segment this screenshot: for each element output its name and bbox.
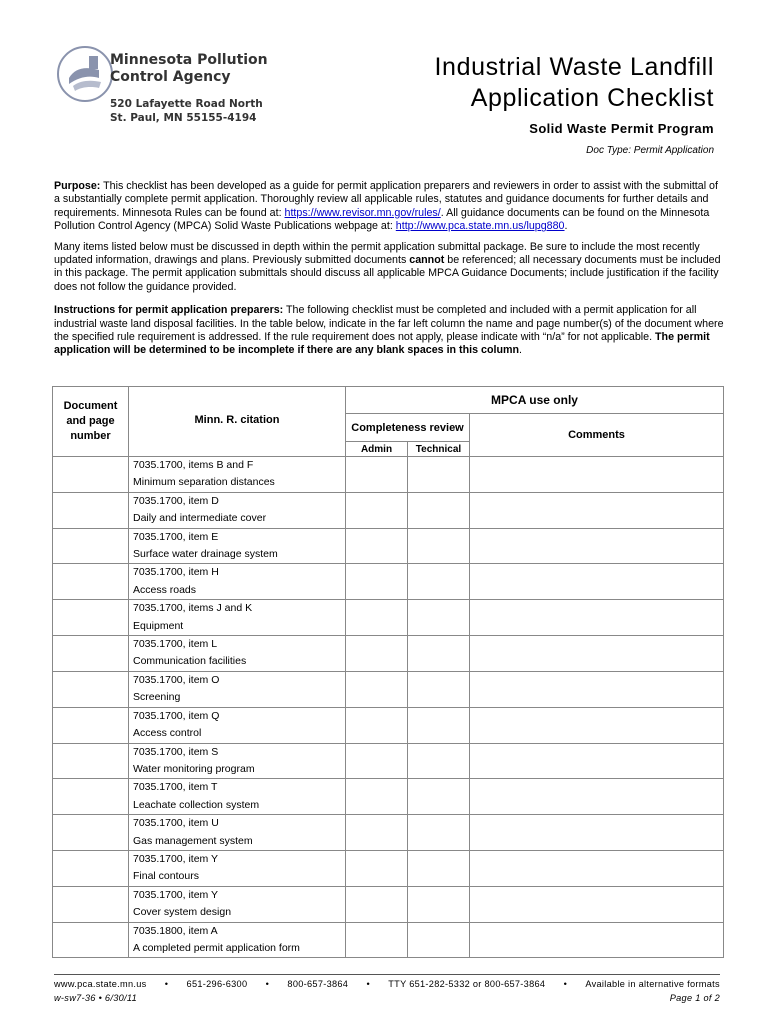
table-row <box>53 779 724 815</box>
comments-cell[interactable] <box>470 922 724 958</box>
admin-cell[interactable] <box>346 886 408 922</box>
table-row <box>53 815 724 851</box>
technical-cell[interactable] <box>408 492 470 528</box>
comments-cell[interactable] <box>470 886 724 922</box>
publications-link[interactable]: http://www.pca.state.mn.us/lupg880 <box>395 220 565 233</box>
address-line1: 520 Lafayette Road North <box>110 98 263 110</box>
footer-page-number: Page 1 of 2 <box>669 993 720 1003</box>
instructions-paragraph <box>54 304 726 358</box>
table-row <box>53 492 724 528</box>
document-page-cell[interactable] <box>53 707 129 743</box>
admin-header: Admin <box>346 442 408 457</box>
citation-text: 7035.1700, item Y <box>133 852 219 865</box>
revisor-link[interactable]: https://www.revisor.mn.gov/rules/ <box>284 206 441 219</box>
page-footer <box>54 974 720 1003</box>
citation-text: 7035.1700, item Y <box>133 888 219 901</box>
table-row <box>53 457 724 493</box>
citation-cell <box>129 671 346 707</box>
document-page-cell[interactable] <box>53 886 129 922</box>
admin-cell[interactable] <box>346 457 408 493</box>
comments-cell[interactable] <box>470 707 724 743</box>
footer-tty: TTY 651-282-5332 or 800-657-3864 <box>388 979 546 989</box>
document-page-cell[interactable] <box>53 636 129 672</box>
citation-description: Equipment <box>133 619 184 632</box>
citation-text: 7035.1700, item Q <box>133 709 220 722</box>
comments-cell[interactable] <box>470 492 724 528</box>
para2-text2: be referenced; all necessary documents must be included in this package. The permit application submittals should discuss all applicable MPCA Guidance Documents; include justification if the facility does not follow the guidance provided. <box>54 254 721 293</box>
citation-description: Final contours <box>133 870 199 883</box>
citation-cell <box>129 564 346 600</box>
document-page-cell[interactable] <box>53 850 129 886</box>
citation-text: 7035.1700, item T <box>133 781 218 794</box>
citation-cell <box>129 850 346 886</box>
citation-text: 7035.1700, item O <box>133 673 220 686</box>
citation-description: Access control <box>133 727 202 740</box>
citation-cell <box>129 707 346 743</box>
technical-cell[interactable] <box>408 671 470 707</box>
col-document-header: Document and page number <box>53 387 129 457</box>
admin-cell[interactable] <box>346 743 408 779</box>
comments-cell[interactable] <box>470 564 724 600</box>
doc-type: Doc Type: Permit Application <box>586 145 714 156</box>
table-row <box>53 671 724 707</box>
comments-cell[interactable] <box>470 528 724 564</box>
admin-cell[interactable] <box>346 564 408 600</box>
comments-cell[interactable] <box>470 743 724 779</box>
purpose-text1: This checklist has been developed as a guide for permit application preparers and reviewers in order to assist with the submittal of a substantially complete permit application. Thoroughly review all applicable rules, statutes and guidance documents for further details and requirements. Minnesota Rules can be found at: <box>54 180 718 219</box>
citation-cell <box>129 922 346 958</box>
citation-text: 7035.1700, item E <box>133 530 219 543</box>
citation-description: Leachate collection system <box>133 798 260 811</box>
agency-name-line1: Minnesota Pollution <box>110 52 268 68</box>
citation-text: 7035.1700, item H <box>133 566 219 579</box>
citation-cell <box>129 636 346 672</box>
technical-cell[interactable] <box>408 564 470 600</box>
technical-header: Technical <box>408 442 470 457</box>
purpose-label: Purpose: <box>54 180 101 192</box>
footer-doc-id: w-sw7-36 • 6/30/11 <box>54 993 138 1003</box>
citation-text: 7035.1700, item U <box>133 817 219 830</box>
technical-cell[interactable] <box>408 815 470 851</box>
footer-phone1: 651-296-6300 <box>186 979 248 989</box>
admin-cell[interactable] <box>346 636 408 672</box>
citation-description: Daily and intermediate cover <box>133 512 267 525</box>
citation-cell <box>129 600 346 636</box>
table-row <box>53 600 724 636</box>
para2-bold: cannot <box>409 254 445 267</box>
address-line2: St. Paul, MN 55155-4194 <box>110 112 257 124</box>
footer-bullet: • <box>164 979 169 989</box>
admin-cell[interactable] <box>346 528 408 564</box>
document-page-cell[interactable] <box>53 779 129 815</box>
citation-cell <box>129 457 346 493</box>
table-row <box>53 743 724 779</box>
citation-cell <box>129 779 346 815</box>
agency-name-line2: Control Agency <box>110 69 231 85</box>
admin-cell[interactable] <box>346 815 408 851</box>
citation-text: 7035.1700, items J and K <box>133 602 253 615</box>
comments-cell[interactable] <box>470 636 724 672</box>
citation-description: A completed permit application form <box>133 941 300 954</box>
document-page-cell[interactable] <box>53 922 129 958</box>
table-row <box>53 707 724 743</box>
instructions-end: . <box>519 344 523 357</box>
citation-text: 7035.1700, items B and F <box>133 459 254 471</box>
citation-description: Water monitoring program <box>133 762 255 775</box>
technical-cell[interactable] <box>408 922 470 958</box>
citation-cell <box>129 815 346 851</box>
citation-cell <box>129 492 346 528</box>
citation-description: Gas management system <box>133 834 253 847</box>
admin-cell[interactable] <box>346 492 408 528</box>
citation-text: 7035.1700, item D <box>133 494 219 507</box>
citation-text: 7035.1700, item S <box>133 745 219 758</box>
table-row <box>53 886 724 922</box>
page-subtitle: Solid Waste Permit Program <box>529 121 714 136</box>
intro-text <box>54 180 726 365</box>
citation-description: Communication facilities <box>133 655 247 668</box>
citation-description: Surface water drainage system <box>133 548 278 561</box>
title-line1: Industrial Waste Landfill <box>434 53 714 81</box>
details-paragraph <box>54 241 726 295</box>
title-line2: Application Checklist <box>470 84 714 112</box>
technical-cell[interactable] <box>408 779 470 815</box>
technical-cell[interactable] <box>408 636 470 672</box>
technical-cell[interactable] <box>408 707 470 743</box>
citation-description: Cover system design <box>133 906 232 919</box>
citation-description: Screening <box>133 691 181 704</box>
citation-description: Minimum separation distances <box>133 476 275 489</box>
comments-cell[interactable] <box>470 457 724 493</box>
citation-description: Access roads <box>133 583 197 596</box>
admin-cell[interactable] <box>346 779 408 815</box>
instructions-label: Instructions for permit application preparers: <box>54 304 284 317</box>
comments-cell[interactable] <box>470 779 724 815</box>
para2-text1: Many items listed below must be discussed in depth within the permit application submittal package. Be sure to include the most recently updated information, drawings and plans. Previously submitted documents <box>54 240 700 267</box>
admin-cell[interactable] <box>346 850 408 886</box>
purpose-paragraph <box>54 180 726 234</box>
purpose-text2: . All guidance documents can be found on the Minnesota Pollution Control Agency (MPCA) Solid Waste Publications webpage at: <box>54 206 710 233</box>
document-page-cell[interactable] <box>53 492 129 528</box>
table-row <box>53 528 724 564</box>
technical-cell[interactable] <box>408 457 470 493</box>
technical-cell[interactable] <box>408 528 470 564</box>
footer-bullet: • <box>366 979 371 989</box>
admin-cell[interactable] <box>346 922 408 958</box>
citation-text: 7035.1700, item L <box>133 638 218 651</box>
admin-cell[interactable] <box>346 707 408 743</box>
table-row <box>53 922 724 958</box>
instructions-text: The following checklist must be completed and included with a permit application for all industrial waste land disposal facilities. In the table below, indicate in the far left column the name and page number(s) of the document where the specified rule requirement is addressed. If the rule requirement does not apply, please indicate with “n/a” for not applicable. <box>54 304 724 344</box>
comments-cell[interactable] <box>470 850 724 886</box>
agency-address <box>110 97 263 125</box>
technical-cell[interactable] <box>408 600 470 636</box>
technical-cell[interactable] <box>408 850 470 886</box>
document-page-cell[interactable] <box>53 743 129 779</box>
mpca-logo-icon <box>55 44 115 104</box>
checklist-table <box>52 386 724 958</box>
footer-bullet: • <box>563 979 568 989</box>
mpca-use-only-header: MPCA use only <box>346 387 724 414</box>
footer-bullet: • <box>265 979 270 989</box>
document-page-cell[interactable] <box>53 815 129 851</box>
document-page-cell[interactable] <box>53 528 129 564</box>
citation-text: 7035.1800, item A <box>133 924 218 937</box>
admin-cell[interactable] <box>346 671 408 707</box>
admin-cell[interactable] <box>346 600 408 636</box>
citation-cell <box>129 528 346 564</box>
table-row <box>53 564 724 600</box>
purpose-text3: . <box>564 220 568 233</box>
technical-cell[interactable] <box>408 886 470 922</box>
document-page-cell[interactable] <box>53 600 129 636</box>
comments-header: Comments <box>470 414 724 457</box>
page-title <box>435 52 714 114</box>
table-row <box>53 850 724 886</box>
comments-cell[interactable] <box>470 815 724 851</box>
document-page-cell[interactable] <box>53 564 129 600</box>
document-page-cell[interactable] <box>53 457 129 493</box>
technical-cell[interactable] <box>408 743 470 779</box>
agency-name <box>110 52 268 86</box>
col-citation-header: Minn. R. citation <box>129 387 346 457</box>
instructions-bold: The permit application will be determined to be incomplete if there are any blank spaces in this column <box>54 331 710 357</box>
comments-cell[interactable] <box>470 671 724 707</box>
footer-phone2: 800-657-3864 <box>287 979 349 989</box>
citation-cell <box>129 743 346 779</box>
table-row <box>53 636 724 672</box>
citation-cell <box>129 886 346 922</box>
completeness-header: Completeness review <box>346 414 470 442</box>
document-page-cell[interactable] <box>53 671 129 707</box>
footer-website: www.pca.state.mn.us <box>54 979 147 989</box>
comments-cell[interactable] <box>470 600 724 636</box>
footer-alt-formats: Available in alternative formats <box>585 979 720 989</box>
